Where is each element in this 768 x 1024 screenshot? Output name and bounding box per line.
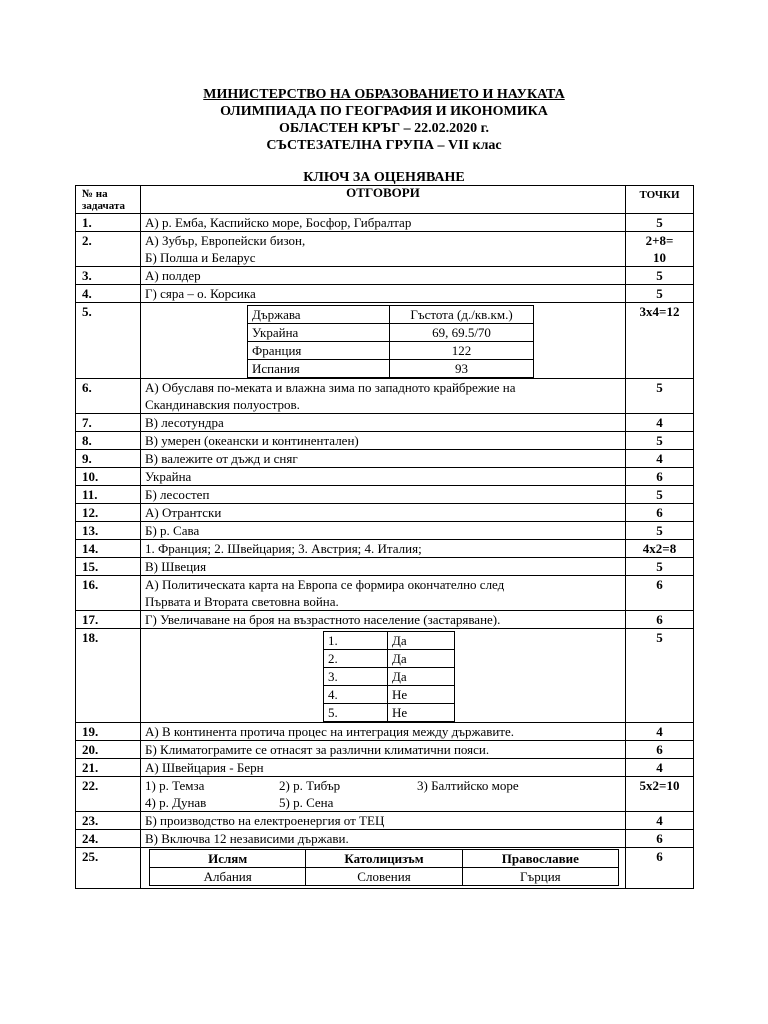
inner-row	[324, 650, 455, 668]
task-number: 12.	[76, 504, 141, 522]
table-row	[76, 777, 694, 812]
answer-table	[75, 185, 694, 889]
table-row	[76, 576, 694, 611]
task-number: 7.	[76, 414, 141, 432]
inner-cell: 2.	[324, 650, 388, 668]
group-title: СЪСТЕЗАТЕЛНА ГРУПА – VII клас	[266, 138, 502, 153]
inner-cell: 69, 69.5/70	[390, 324, 534, 342]
points-cell: 5	[626, 432, 694, 450]
inner-cell: Украйна	[248, 324, 390, 342]
answer-cell	[141, 379, 626, 414]
answer-cell: Б) р. Сава	[141, 522, 626, 540]
inner-row	[324, 686, 455, 704]
document-header	[0, 86, 768, 154]
answer-options-row	[145, 777, 621, 794]
inner-table	[149, 849, 619, 886]
header-task-number	[76, 186, 141, 214]
points-cell: 5	[626, 379, 694, 414]
table-row	[76, 267, 694, 285]
answer-line: А) Зубър, Европейски бизон,	[145, 233, 306, 248]
inner-row	[324, 704, 455, 722]
answer-cell: В) умерен (океански и континентален)	[141, 432, 626, 450]
task-number: 19.	[76, 723, 141, 741]
points-cell: 5	[626, 214, 694, 232]
table-row	[76, 432, 694, 450]
inner-cell: Да	[388, 650, 455, 668]
header-points: ТОЧКИ	[626, 186, 694, 214]
answer-cell: А) Отрантски	[141, 504, 626, 522]
answer-cell: Г) Увеличаване на броя на възрастното население (застаряване).	[141, 611, 626, 629]
table-row	[76, 486, 694, 504]
task-number: 10.	[76, 468, 141, 486]
inner-cell: 3.	[324, 668, 388, 686]
inner-row	[248, 342, 534, 360]
answer-cell: А) р. Емба, Каспийско море, Босфор, Гибралтар	[141, 214, 626, 232]
answer-cell: 1. Франция; 2. Швейцария; 3. Австрия; 4. Италия;	[141, 540, 626, 558]
answer-line: Първата и Втората световна война.	[145, 594, 339, 609]
answer-cell	[141, 232, 626, 267]
task-number: 17.	[76, 611, 141, 629]
points-cell: 6	[626, 830, 694, 848]
inner-header-cell: Държава	[248, 306, 390, 324]
points-cell: 5	[626, 558, 694, 576]
points-cell: 6	[626, 741, 694, 759]
table-row	[76, 522, 694, 540]
header-num-line2: задачата	[82, 200, 126, 212]
task-number: 23.	[76, 812, 141, 830]
inner-header-cell: Православие	[462, 850, 618, 868]
answer-cell: Б) Климатограмите се отнасят за различни климатични пояси.	[141, 741, 626, 759]
answer-option: 5) р. Сена	[279, 795, 334, 810]
answer-cell: Украйна	[141, 468, 626, 486]
inner-row	[248, 324, 534, 342]
task-number: 13.	[76, 522, 141, 540]
points-cell	[626, 232, 694, 267]
olympiad-title: ОЛИМПИАДА ПО ГЕОГРАФИЯ И ИКОНОМИКА	[220, 104, 548, 119]
inner-cell: Не	[388, 686, 455, 704]
inner-cell: Да	[388, 668, 455, 686]
table-row	[76, 232, 694, 267]
inner-cell: 93	[390, 360, 534, 378]
inner-cell: 4.	[324, 686, 388, 704]
points-cell: 4	[626, 759, 694, 777]
answer-cell: В) лесотундра	[141, 414, 626, 432]
answer-line: Б) Полша и Беларус	[145, 250, 256, 265]
answer-cell	[141, 848, 626, 889]
points-line: 2+8=	[645, 233, 674, 248]
points-cell: 6	[626, 611, 694, 629]
task-number: 9.	[76, 450, 141, 468]
table-row	[76, 450, 694, 468]
inner-row	[324, 632, 455, 650]
inner-cell: Франция	[248, 342, 390, 360]
task-number: 6.	[76, 379, 141, 414]
inner-header-row	[150, 850, 619, 868]
points-cell: 6	[626, 576, 694, 611]
inner-table	[247, 305, 534, 378]
points-cell: 5	[626, 486, 694, 504]
table-row	[76, 504, 694, 522]
table-row	[76, 741, 694, 759]
points-cell: 5	[626, 629, 694, 723]
inner-cell: 122	[390, 342, 534, 360]
answer-cell: В) Швеция	[141, 558, 626, 576]
answer-cell: В) Включва 12 независими държави.	[141, 830, 626, 848]
task-number: 18.	[76, 629, 141, 723]
answer-cell	[141, 303, 626, 379]
answer-line: А) Обуславя по-меката и влажна зима по западното крайбрежие на	[145, 380, 516, 395]
table-row	[76, 830, 694, 848]
table-row	[76, 214, 694, 232]
inner-header-cell: Католицизъм	[306, 850, 462, 868]
points-cell: 6	[626, 468, 694, 486]
inner-header-cell: Гъстота (д./кв.км.)	[390, 306, 534, 324]
inner-cell: Албания	[150, 868, 306, 886]
table-header-row	[76, 186, 694, 214]
table-row	[76, 611, 694, 629]
task-number: 4.	[76, 285, 141, 303]
task-number: 8.	[76, 432, 141, 450]
points-cell: 5	[626, 522, 694, 540]
task-number: 22.	[76, 777, 141, 812]
header-answers: ОТГОВОРИ	[141, 186, 626, 214]
answer-cell: А) полдер	[141, 267, 626, 285]
table-row	[76, 303, 694, 379]
ministry-title: МИНИСТЕРСТВО НА ОБРАЗОВАНИЕТО И НАУКАТА	[203, 87, 565, 102]
task-number: 1.	[76, 214, 141, 232]
table-row	[76, 379, 694, 414]
inner-cell: Испания	[248, 360, 390, 378]
answer-option: 1) р. Темза	[145, 778, 205, 793]
points-cell: 5	[626, 285, 694, 303]
key-title: КЛЮЧ ЗА ОЦЕНЯВАНЕ	[303, 170, 465, 185]
inner-cell: 5.	[324, 704, 388, 722]
answer-cell: А) Швейцария - Берн	[141, 759, 626, 777]
table-row	[76, 812, 694, 830]
round-title: ОБЛАСТЕН КРЪГ – 22.02.2020 г.	[279, 121, 489, 136]
answer-cell	[141, 576, 626, 611]
task-number: 5.	[76, 303, 141, 379]
answer-cell: Г) сяра – о. Корсика	[141, 285, 626, 303]
answer-cell: Б) лесостеп	[141, 486, 626, 504]
table-row	[76, 629, 694, 723]
task-number: 15.	[76, 558, 141, 576]
answer-cell	[141, 629, 626, 723]
table-row	[76, 468, 694, 486]
inner-row	[324, 668, 455, 686]
points-cell: 3x4=12	[626, 303, 694, 379]
points-cell: 6	[626, 504, 694, 522]
answer-option: 4) р. Дунав	[145, 795, 207, 810]
answer-line: Скандинавския полуостров.	[145, 397, 300, 412]
inner-cell: 1.	[324, 632, 388, 650]
task-number: 21.	[76, 759, 141, 777]
table-row	[76, 723, 694, 741]
table-row	[76, 558, 694, 576]
points-cell: 4	[626, 723, 694, 741]
points-line: 10	[653, 250, 666, 265]
task-number: 24.	[76, 830, 141, 848]
task-number: 14.	[76, 540, 141, 558]
task-number: 25.	[76, 848, 141, 889]
inner-cell: Да	[388, 632, 455, 650]
inner-row	[150, 868, 619, 886]
task-number: 20.	[76, 741, 141, 759]
points-cell: 5	[626, 267, 694, 285]
answer-option: 3) Балтийско море	[417, 778, 519, 793]
points-cell: 4	[626, 414, 694, 432]
answer-cell: А) В континента протича процес на интеграция между държавите.	[141, 723, 626, 741]
task-number: 2.	[76, 232, 141, 267]
header-num-line1: № на	[82, 188, 108, 200]
inner-cell: Словения	[306, 868, 462, 886]
answer-cell	[141, 777, 626, 812]
points-cell: 6	[626, 848, 694, 889]
inner-header-cell: Ислям	[150, 850, 306, 868]
table-row	[76, 414, 694, 432]
inner-cell: Не	[388, 704, 455, 722]
table-row	[76, 759, 694, 777]
inner-row	[248, 360, 534, 378]
inner-header-row	[248, 306, 534, 324]
task-number: 3.	[76, 267, 141, 285]
answer-options-row	[145, 794, 621, 811]
task-number: 11.	[76, 486, 141, 504]
table-row	[76, 848, 694, 889]
points-cell: 4	[626, 812, 694, 830]
answer-option: 2) р. Тибър	[279, 778, 341, 793]
points-cell: 5x2=10	[626, 777, 694, 812]
inner-table	[323, 631, 455, 722]
inner-cell: Гърция	[462, 868, 618, 886]
answer-cell: В) валежите от дъжд и сняг	[141, 450, 626, 468]
answer-line: А) Политическата карта на Европа се формира окончателно след	[145, 577, 505, 592]
table-row	[76, 285, 694, 303]
points-cell: 4	[626, 450, 694, 468]
points-cell: 4x2=8	[626, 540, 694, 558]
table-row	[76, 540, 694, 558]
answer-cell: Б) производство на електроенергия от ТЕЦ	[141, 812, 626, 830]
task-number: 16.	[76, 576, 141, 611]
